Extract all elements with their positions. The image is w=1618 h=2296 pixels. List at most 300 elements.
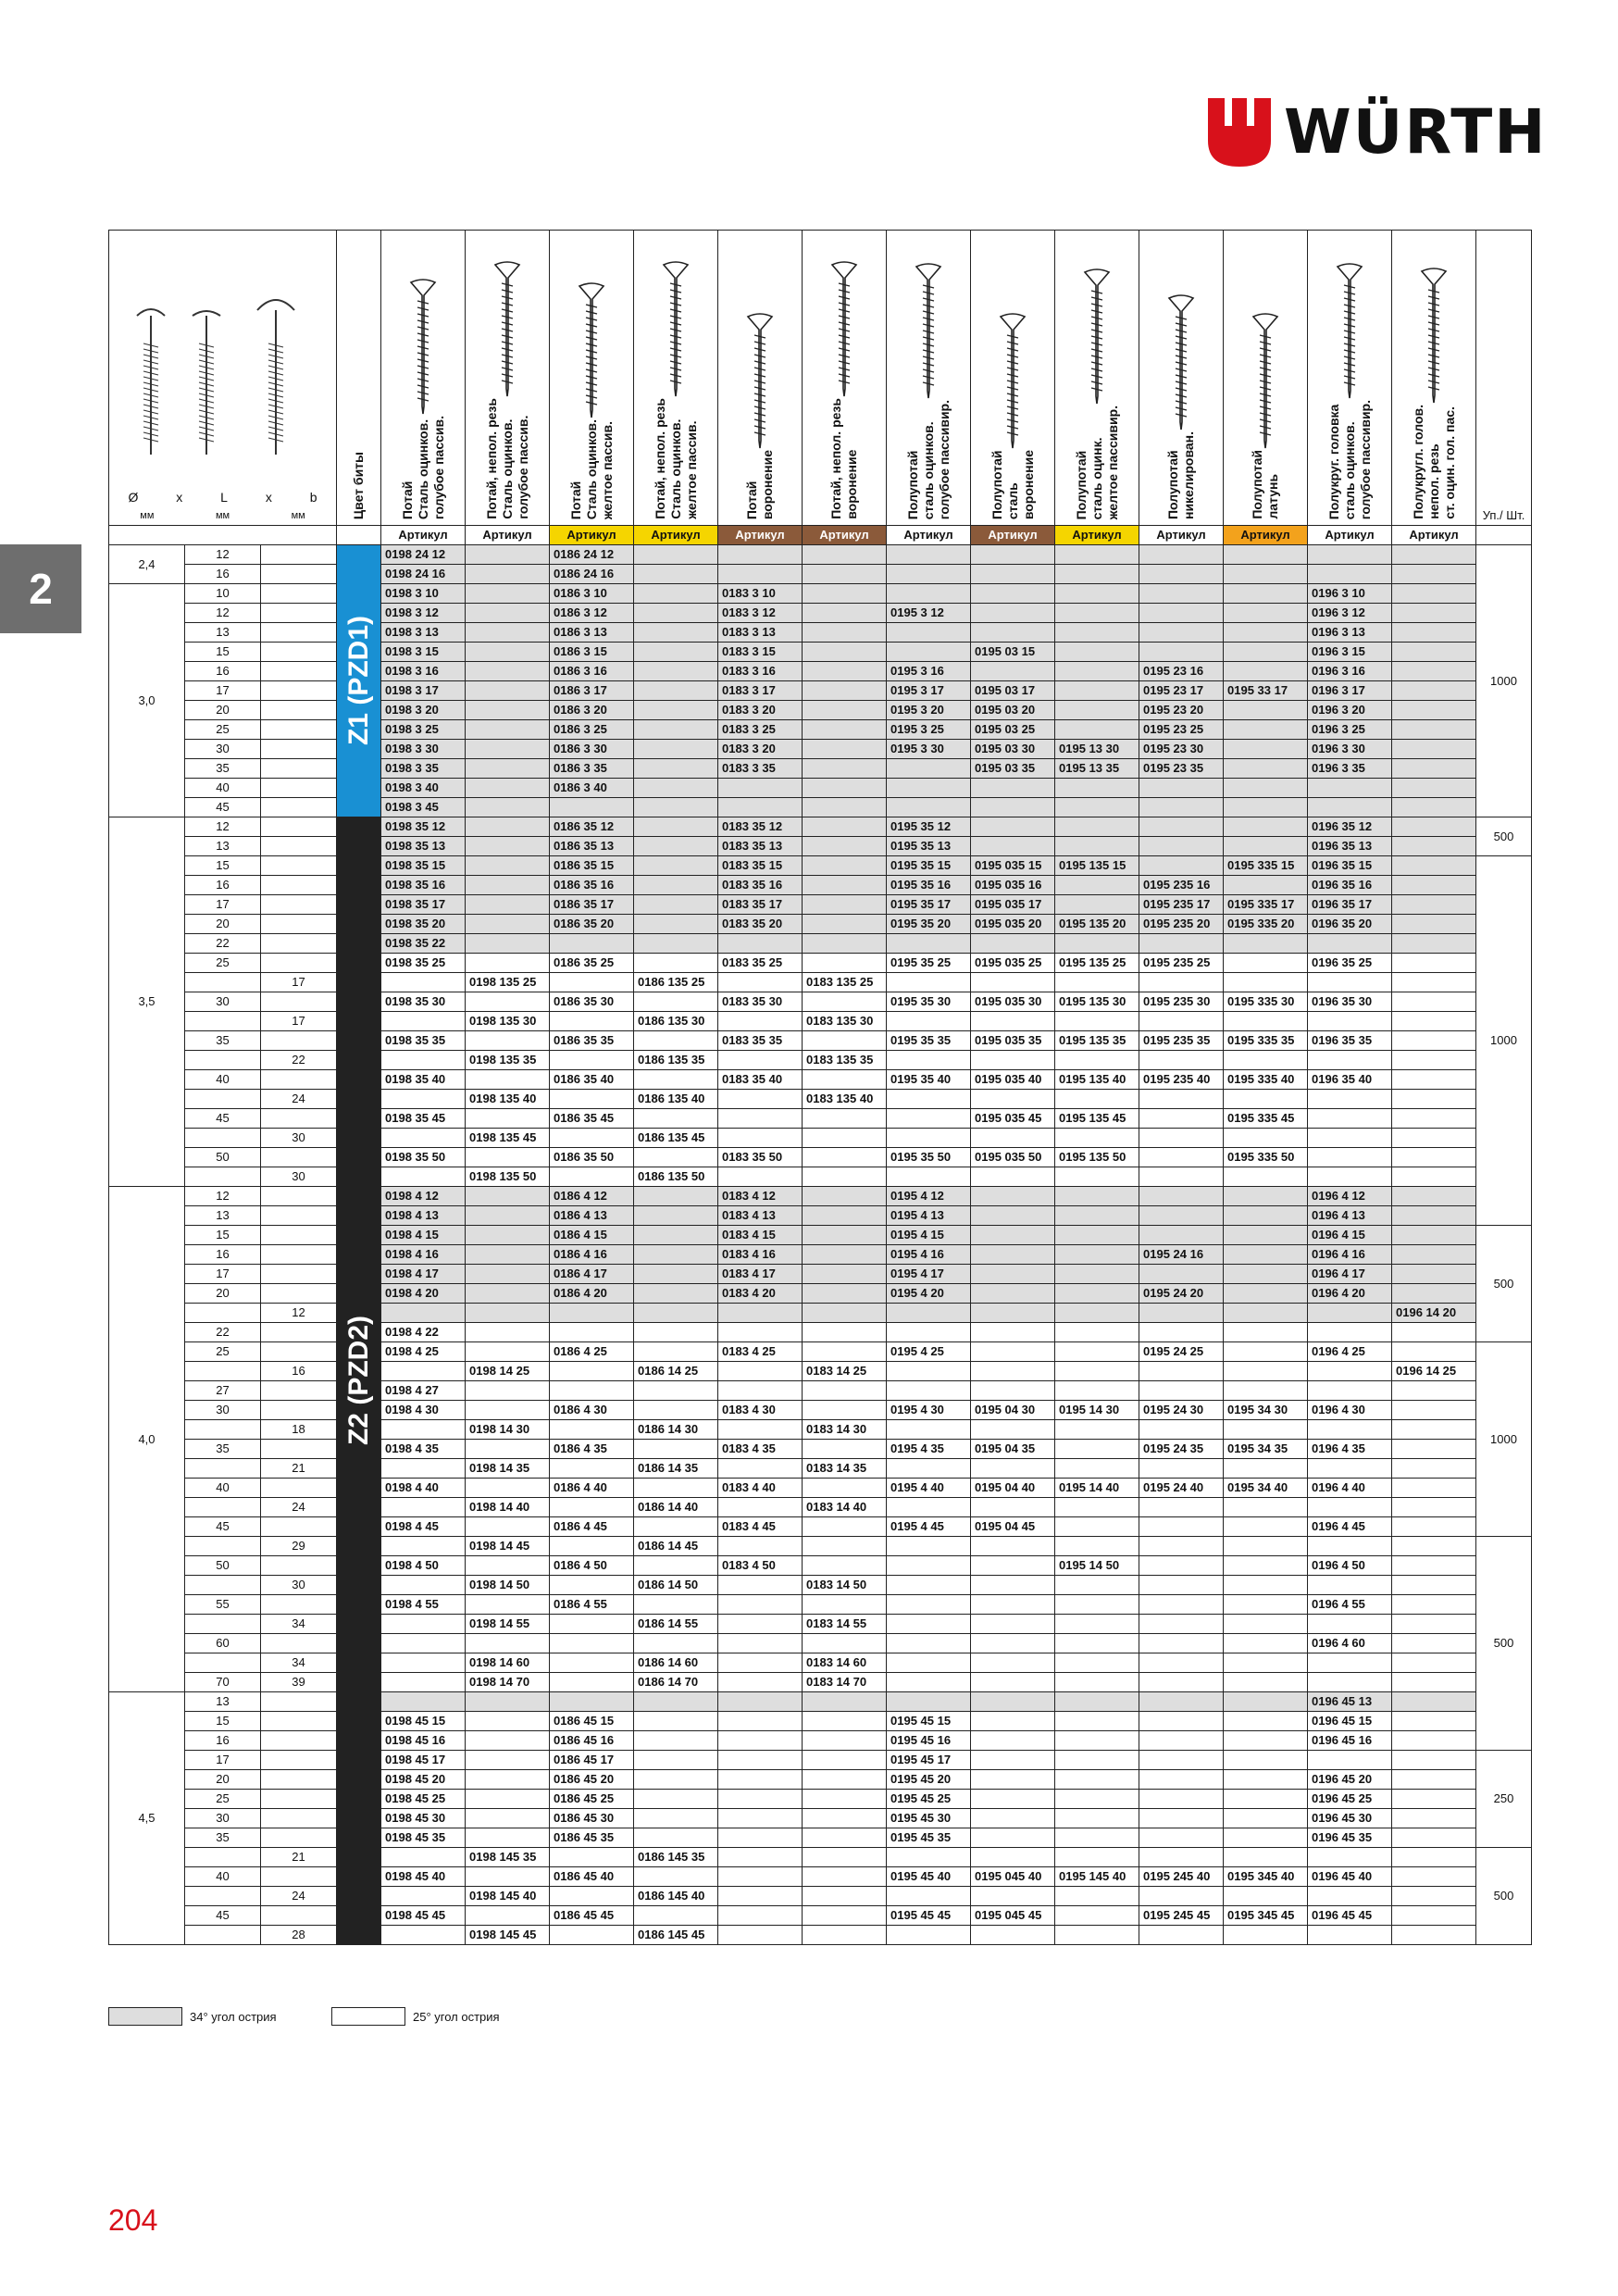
article-cell	[887, 1109, 971, 1129]
table-row	[109, 1031, 1532, 1051]
article-cell	[718, 1751, 803, 1770]
article-cell: 0186 35 45	[550, 1109, 634, 1129]
dim-label-b: b	[309, 490, 317, 505]
article-cell	[1392, 1906, 1476, 1926]
description-line: голубое пассив.	[515, 415, 530, 519]
table-row	[109, 992, 1532, 1012]
article-cell: 0198 35 22	[381, 934, 466, 954]
article-cell	[634, 1692, 718, 1712]
article-cell: 0196 3 10	[1308, 584, 1392, 604]
article-cell: 0198 35 25	[381, 954, 466, 973]
article-cell	[634, 1206, 718, 1226]
article-cell: 0198 4 55	[381, 1595, 466, 1615]
length-cell: 45	[185, 1109, 261, 1129]
article-cell	[803, 1265, 887, 1284]
article-cell: 0195 035 45	[971, 1109, 1055, 1129]
article-cell: 0186 24 12	[550, 545, 634, 565]
table-row	[109, 1362, 1532, 1381]
table-row	[109, 1634, 1532, 1653]
article-cell	[1224, 1245, 1308, 1265]
article-cell	[1224, 1129, 1308, 1148]
length-cell: 13	[185, 623, 261, 643]
article-cell	[634, 1148, 718, 1167]
thread-length-cell	[261, 1809, 337, 1828]
article-cell: 0183 3 13	[718, 623, 803, 643]
article-cell	[1392, 1498, 1476, 1517]
article-cell	[634, 1770, 718, 1790]
article-cell	[1139, 934, 1224, 954]
article-cell: 0196 3 25	[1308, 720, 1392, 740]
dim-label-d: Ø	[128, 490, 139, 505]
article-cell	[1139, 1206, 1224, 1226]
article-cell	[1224, 720, 1308, 740]
article-cell	[718, 1090, 803, 1109]
bit-color-label: Цвет биты	[351, 451, 367, 519]
description-line: желтое пассив.	[683, 420, 699, 519]
article-cell	[803, 1245, 887, 1265]
table-row	[109, 1323, 1532, 1342]
article-cell	[634, 1867, 718, 1887]
article-cell	[971, 1751, 1055, 1770]
article-cell	[466, 643, 550, 662]
article-cell	[1392, 1090, 1476, 1109]
article-cell	[1392, 1109, 1476, 1129]
article-cell: 0195 45 45	[887, 1906, 971, 1926]
article-cell	[1055, 1245, 1139, 1265]
length-cell: 25	[185, 720, 261, 740]
article-cell: 0183 14 70	[803, 1673, 887, 1692]
description-line: Сталь оцинков.	[415, 418, 430, 519]
article-cell: 0195 4 17	[887, 1265, 971, 1284]
article-cell	[887, 1692, 971, 1712]
article-cell	[1139, 1576, 1224, 1595]
article-cell	[1224, 1692, 1308, 1712]
article-cell	[634, 1731, 718, 1751]
description-line: Потай, непол. резь	[652, 398, 667, 519]
article-cell	[1055, 1926, 1139, 1945]
article-cell: 0195 35 12	[887, 817, 971, 837]
article-cell: 0195 35 15	[887, 856, 971, 876]
article-cell	[1224, 1653, 1308, 1673]
thread-length-cell	[261, 1148, 337, 1167]
article-cell	[803, 1790, 887, 1809]
article-cell	[803, 915, 887, 934]
column-header-9	[1139, 231, 1224, 526]
article-cell	[887, 1615, 971, 1634]
article-cell	[1224, 1751, 1308, 1770]
article-cell	[634, 720, 718, 740]
article-cell	[1308, 1304, 1392, 1323]
article-cell	[718, 1634, 803, 1653]
thread-length-cell	[261, 1226, 337, 1245]
article-cell: 0195 35 25	[887, 954, 971, 973]
column-header-12	[1392, 231, 1476, 526]
article-cell	[718, 1051, 803, 1070]
article-cell	[466, 954, 550, 973]
length-cell: 50	[185, 1148, 261, 1167]
dimension-units	[109, 506, 336, 525]
article-cell	[1224, 817, 1308, 837]
article-cell: 0198 135 50	[466, 1167, 550, 1187]
article-cell	[466, 876, 550, 895]
article-cell	[634, 604, 718, 623]
article-cell: 0198 4 45	[381, 1517, 466, 1537]
article-cell	[971, 934, 1055, 954]
thread-length-cell	[261, 1556, 337, 1576]
article-cell	[381, 1887, 466, 1906]
article-cell	[887, 1459, 971, 1479]
article-cell	[1224, 584, 1308, 604]
article-cell	[1392, 1595, 1476, 1615]
article-cell: 0186 45 16	[550, 1731, 634, 1751]
article-cell	[1224, 1887, 1308, 1906]
article-cell	[550, 1323, 634, 1342]
article-cell	[634, 565, 718, 584]
article-cell	[887, 623, 971, 643]
article-cell: 0195 03 35	[971, 759, 1055, 779]
legend-label: 25° угол острия	[413, 2009, 500, 2024]
article-cell: 0195 135 40	[1055, 1070, 1139, 1090]
article-cell: 0195 235 17	[1139, 895, 1224, 915]
article-cell	[1392, 1031, 1476, 1051]
article-cell	[1224, 1848, 1308, 1867]
article-cell: 0186 4 16	[550, 1245, 634, 1265]
screw-icon	[1167, 293, 1195, 431]
article-cell	[1055, 584, 1139, 604]
article-cell	[803, 1828, 887, 1848]
article-cell	[1392, 779, 1476, 798]
artikul-label: Артикул	[971, 526, 1055, 545]
article-cell: 0183 4 30	[718, 1401, 803, 1420]
article-cell: 0186 3 30	[550, 740, 634, 759]
article-cell: 0195 35 20	[887, 915, 971, 934]
article-cell: 0198 4 27	[381, 1381, 466, 1401]
article-cell	[634, 545, 718, 565]
article-cell	[634, 740, 718, 759]
column-description	[989, 450, 1037, 519]
article-cell	[466, 1031, 550, 1051]
thread-length-cell: 18	[261, 1420, 337, 1440]
column-description	[484, 398, 531, 519]
article-cell	[466, 1731, 550, 1751]
article-cell: 0195 14 50	[1055, 1556, 1139, 1576]
thread-length-cell	[261, 1595, 337, 1615]
article-cell: 0183 14 35	[803, 1459, 887, 1479]
article-cell	[887, 545, 971, 565]
article-cell: 0195 35 13	[887, 837, 971, 856]
diameter-cell: 4,0	[109, 1187, 185, 1692]
article-cell	[466, 1770, 550, 1790]
length-cell: 45	[185, 1517, 261, 1537]
article-cell: 0195 135 30	[1055, 992, 1139, 1012]
article-cell	[634, 1595, 718, 1615]
article-cell	[1392, 1867, 1476, 1887]
pack-qty-cell: 500	[1476, 1226, 1532, 1342]
description-line: Полукругл. голов.	[1410, 405, 1425, 519]
article-cell	[1055, 1265, 1139, 1284]
article-cell	[1055, 1284, 1139, 1304]
article-cell	[1055, 1459, 1139, 1479]
description-line: Потай, непол. резь	[483, 398, 499, 519]
article-cell: 0195 335 40	[1224, 1070, 1308, 1090]
length-cell: 27	[185, 1381, 261, 1401]
article-cell: 0195 34 30	[1224, 1401, 1308, 1420]
table-row	[109, 895, 1532, 915]
article-cell	[1224, 662, 1308, 681]
article-cell: 0195 235 30	[1139, 992, 1224, 1012]
article-cell	[1308, 1537, 1392, 1556]
article-cell	[1392, 1848, 1476, 1867]
article-cell: 0195 13 30	[1055, 740, 1139, 759]
table-row	[109, 1653, 1532, 1673]
article-cell	[466, 1342, 550, 1362]
article-cell	[1139, 1887, 1224, 1906]
article-cell	[634, 681, 718, 701]
article-cell: 0198 14 30	[466, 1420, 550, 1440]
dim-unit: мм	[291, 510, 305, 521]
article-cell	[1308, 1090, 1392, 1109]
article-cell	[1392, 1653, 1476, 1673]
table-row	[109, 1790, 1532, 1809]
article-cell	[971, 1459, 1055, 1479]
article-cell	[1392, 662, 1476, 681]
article-cell: 0183 14 55	[803, 1615, 887, 1634]
article-cell	[634, 837, 718, 856]
article-cell	[550, 1848, 634, 1867]
article-cell	[1392, 1420, 1476, 1440]
article-cell	[1055, 1731, 1139, 1751]
article-cell	[1392, 1381, 1476, 1401]
article-cell	[803, 1595, 887, 1615]
length-cell: 17	[185, 895, 261, 915]
article-cell	[803, 992, 887, 1012]
screw-icon	[493, 259, 521, 398]
article-cell	[803, 817, 887, 837]
article-cell	[466, 1148, 550, 1167]
article-cell	[466, 623, 550, 643]
article-cell: 0186 14 35	[634, 1459, 718, 1479]
article-cell	[466, 1440, 550, 1459]
length-cell: 30	[185, 1809, 261, 1828]
artikul-label: Артикул	[466, 526, 550, 545]
brand-name: WÜRTH	[1284, 96, 1548, 168]
artikul-spacer	[337, 526, 381, 545]
article-cell	[718, 1595, 803, 1615]
article-cell	[550, 1576, 634, 1595]
article-cell: 0186 14 30	[634, 1420, 718, 1440]
column-description	[568, 419, 616, 519]
article-cell	[466, 856, 550, 876]
article-cell	[466, 1809, 550, 1828]
article-cell	[1055, 1537, 1139, 1556]
table-row	[109, 954, 1532, 973]
article-cell: 0183 3 25	[718, 720, 803, 740]
article-cell: 0195 135 50	[1055, 1148, 1139, 1167]
article-cell	[1224, 934, 1308, 954]
article-cell	[1308, 1051, 1392, 1070]
article-cell: 0195 13 35	[1055, 759, 1139, 779]
article-cell	[1224, 1381, 1308, 1401]
length-cell: 13	[185, 1692, 261, 1712]
article-cell	[466, 1226, 550, 1245]
article-cell	[718, 1537, 803, 1556]
article-cell	[466, 740, 550, 759]
article-cell	[1308, 1381, 1392, 1401]
article-cell: 0195 4 35	[887, 1440, 971, 1459]
article-cell	[1224, 1634, 1308, 1653]
article-cell	[1308, 798, 1392, 817]
article-cell	[1055, 1828, 1139, 1848]
article-cell: 0195 35 17	[887, 895, 971, 915]
thread-length-cell: 34	[261, 1653, 337, 1673]
article-cell	[1392, 1828, 1476, 1848]
description-line: Сталь оцинков.	[583, 418, 599, 519]
article-cell: 0196 4 30	[1308, 1401, 1392, 1420]
article-cell	[1055, 1323, 1139, 1342]
length-cell: 12	[185, 817, 261, 837]
article-cell	[803, 837, 887, 856]
article-cell: 0186 45 20	[550, 1770, 634, 1790]
article-cell	[381, 1634, 466, 1653]
length-cell	[185, 1420, 261, 1440]
article-cell	[1055, 1809, 1139, 1828]
article-cell	[634, 1031, 718, 1051]
article-cell	[1055, 565, 1139, 584]
article-cell: 0198 3 10	[381, 584, 466, 604]
table-row	[109, 915, 1532, 934]
article-cell	[1308, 1576, 1392, 1595]
description-line: воронение	[1020, 449, 1036, 519]
article-cell	[971, 1731, 1055, 1751]
artikul-label: Артикул	[803, 526, 887, 545]
article-cell	[971, 1381, 1055, 1401]
article-cell	[1392, 740, 1476, 759]
article-cell	[1392, 973, 1476, 992]
article-cell: 0196 3 13	[1308, 623, 1392, 643]
article-cell	[1055, 1751, 1139, 1770]
article-cell: 0198 3 20	[381, 701, 466, 720]
article-cell	[1055, 1420, 1139, 1440]
article-cell	[1139, 1498, 1224, 1517]
article-cell	[971, 1556, 1055, 1576]
article-cell: 0196 45 45	[1308, 1906, 1392, 1926]
article-cell	[466, 604, 550, 623]
article-cell	[718, 1615, 803, 1634]
article-cell	[1224, 798, 1308, 817]
article-cell	[971, 584, 1055, 604]
article-cell	[1224, 1615, 1308, 1634]
article-cell: 0195 03 15	[971, 643, 1055, 662]
article-cell	[1055, 1129, 1139, 1148]
table-row	[109, 1692, 1532, 1712]
article-cell: 0186 45 15	[550, 1712, 634, 1731]
article-cell: 0195 335 50	[1224, 1148, 1308, 1167]
article-cell	[381, 1653, 466, 1673]
article-cell	[803, 895, 887, 915]
length-cell: 13	[185, 1206, 261, 1226]
article-cell: 0198 145 40	[466, 1887, 550, 1906]
article-cell: 0198 4 20	[381, 1284, 466, 1304]
artikul-spacer	[1476, 526, 1532, 545]
article-cell: 0195 135 35	[1055, 1031, 1139, 1051]
article-cell	[1392, 1926, 1476, 1945]
article-cell: 0183 35 30	[718, 992, 803, 1012]
article-cell	[634, 1265, 718, 1284]
article-cell	[634, 1226, 718, 1245]
article-cell	[634, 779, 718, 798]
article-cell	[803, 1206, 887, 1226]
article-cell: 0198 145 45	[466, 1926, 550, 1945]
article-cell	[803, 1148, 887, 1167]
thread-length-cell	[261, 701, 337, 720]
section-tab[interactable]: 2	[0, 544, 81, 633]
article-cell	[1308, 1148, 1392, 1167]
article-cell: 0195 035 16	[971, 876, 1055, 895]
article-cell: 0183 135 40	[803, 1090, 887, 1109]
length-cell: 20	[185, 915, 261, 934]
length-cell: 17	[185, 1265, 261, 1284]
article-cell: 0195 3 30	[887, 740, 971, 759]
article-cell: 0198 14 45	[466, 1537, 550, 1556]
thread-length-cell	[261, 1634, 337, 1653]
article-cell: 0198 14 40	[466, 1498, 550, 1517]
article-cell	[1224, 1498, 1308, 1517]
diameter-cell: 2,4	[109, 545, 185, 584]
article-cell	[550, 1459, 634, 1479]
article-cell: 0196 45 40	[1308, 1867, 1392, 1887]
pack-qty-cell: 500	[1476, 817, 1532, 856]
article-cell	[803, 876, 887, 895]
article-cell	[1392, 837, 1476, 856]
table-row	[109, 662, 1532, 681]
article-cell	[1392, 915, 1476, 934]
article-cell	[1224, 1459, 1308, 1479]
article-cell	[550, 1615, 634, 1634]
article-cell	[634, 817, 718, 837]
table-row	[109, 1926, 1532, 1945]
length-cell: 12	[185, 545, 261, 565]
article-cell	[550, 1090, 634, 1109]
length-cell	[185, 1498, 261, 1517]
article-cell	[550, 1362, 634, 1381]
article-cell: 0198 35 35	[381, 1031, 466, 1051]
article-cell	[1139, 1634, 1224, 1653]
article-cell: 0196 35 25	[1308, 954, 1392, 973]
article-cell: 0195 4 25	[887, 1342, 971, 1362]
description-line: Сталь оцинков.	[499, 418, 515, 519]
article-cell	[1224, 1226, 1308, 1245]
article-cell	[803, 856, 887, 876]
article-cell: 0195 035 50	[971, 1148, 1055, 1167]
article-cell: 0196 45 30	[1308, 1809, 1392, 1828]
description-line: Полупотай	[1165, 450, 1181, 519]
article-cell: 0186 145 35	[634, 1848, 718, 1867]
length-cell	[185, 1926, 261, 1945]
article-cell: 0196 4 40	[1308, 1479, 1392, 1498]
article-cell: 0183 4 20	[718, 1284, 803, 1304]
table-row	[109, 1187, 1532, 1206]
article-cell	[887, 1362, 971, 1381]
table-row	[109, 1129, 1532, 1148]
article-cell	[1224, 1167, 1308, 1187]
screw-icon	[746, 311, 774, 450]
article-cell	[381, 973, 466, 992]
article-cell: 0196 4 16	[1308, 1245, 1392, 1265]
article-cell: 0198 145 35	[466, 1848, 550, 1867]
table-row	[109, 973, 1532, 992]
article-cell	[803, 1887, 887, 1906]
article-cell	[1139, 1265, 1224, 1284]
